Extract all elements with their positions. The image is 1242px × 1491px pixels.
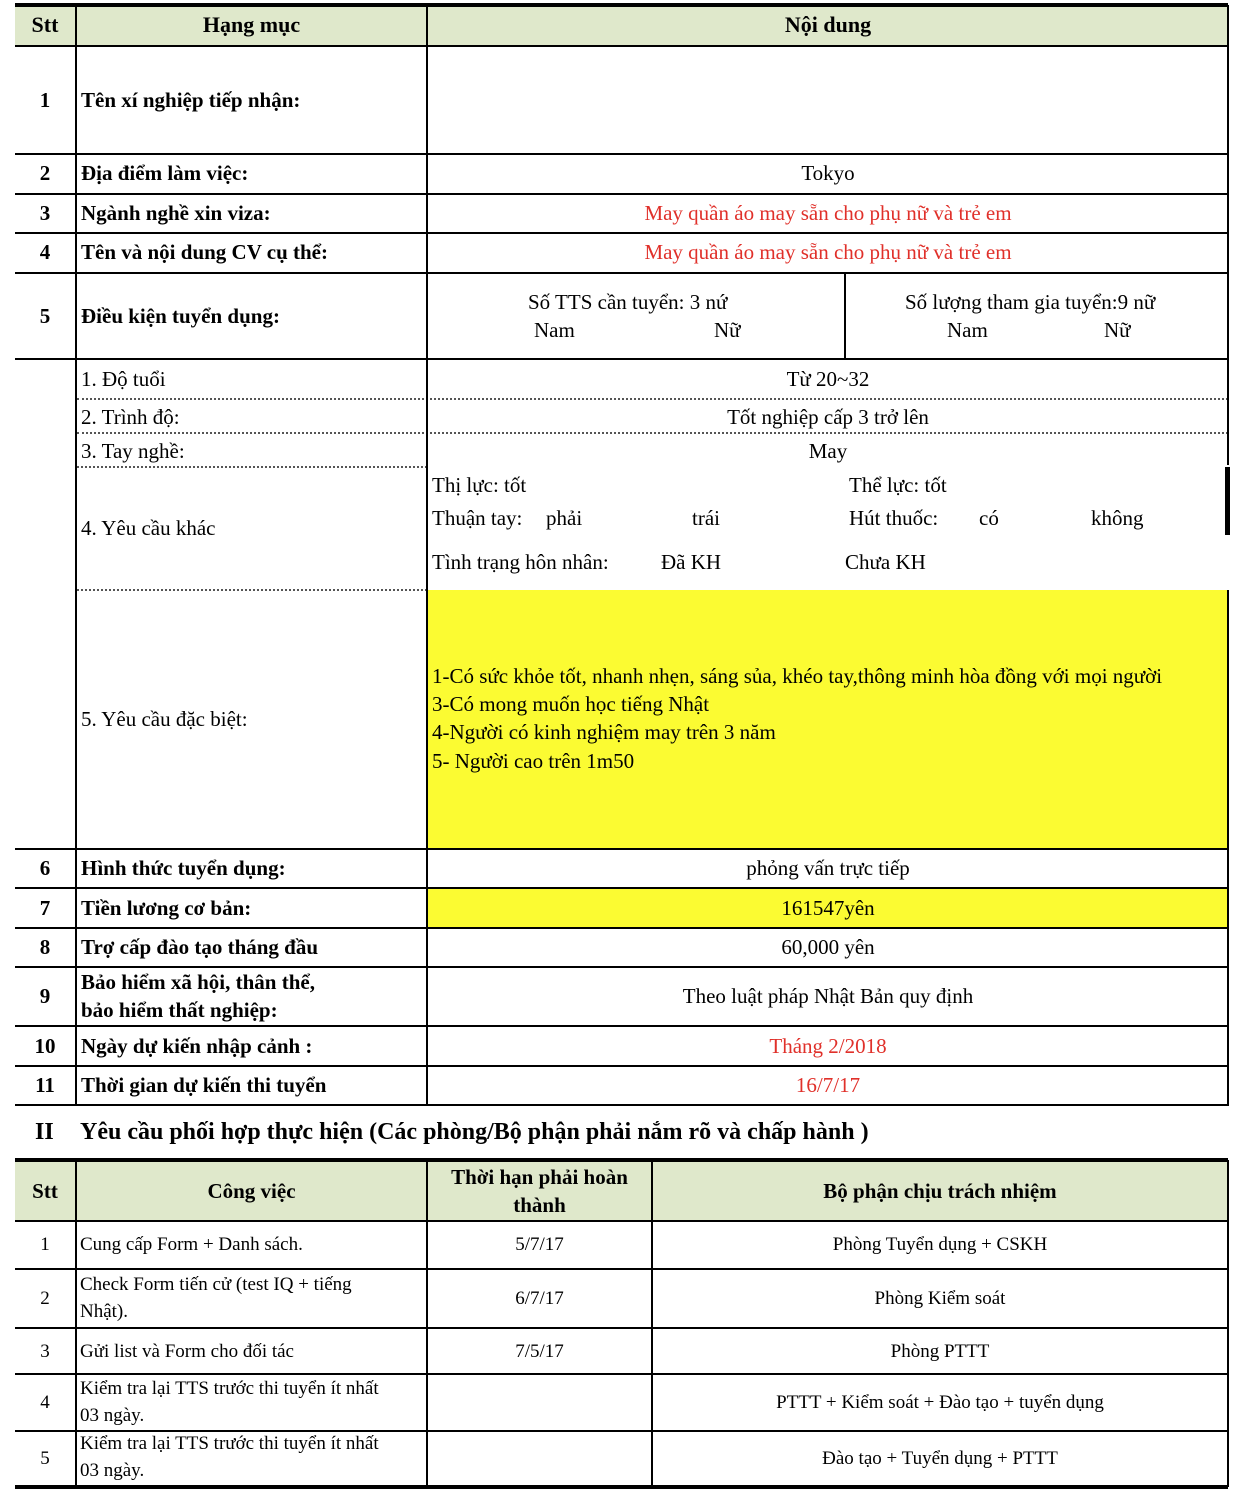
fitness: Thể lực: tốt bbox=[849, 473, 947, 497]
table-row-department: Phòng Tuyển dụng + CSKH bbox=[832, 1234, 1048, 1255]
row-value: Tokyo bbox=[801, 161, 855, 185]
table-row-task: 03 ngày. bbox=[80, 1405, 145, 1426]
marital-label: Tình trạng hôn nhân: bbox=[432, 550, 609, 574]
married: Đã KH bbox=[661, 550, 722, 574]
table-row-deadline: 6/7/17 bbox=[515, 1288, 564, 1309]
special-requirement-item: 4-Người có kinh nghiệm may trên 3 năm bbox=[432, 720, 776, 744]
skill-label: 3. Tay nghề: bbox=[81, 439, 185, 463]
skill-value: May bbox=[808, 439, 848, 463]
education-value: Tốt nghiệp cấp 3 trở lên bbox=[727, 405, 929, 429]
left-hand: trái bbox=[692, 506, 720, 530]
row-stt: 3 bbox=[39, 201, 51, 225]
table-row-task: Cung cấp Form + Danh sách. bbox=[80, 1234, 303, 1255]
table-row-stt: 4 bbox=[40, 1392, 50, 1413]
table-row-department: Đào tạo + Tuyển dụng + PTTT bbox=[822, 1448, 1058, 1469]
row-label: bảo hiểm thất nghiệp: bbox=[81, 998, 278, 1022]
row-stt: 2 bbox=[39, 161, 51, 185]
single: Chưa KH bbox=[845, 550, 926, 574]
row-label: Trợ cấp đào tạo tháng đầu bbox=[81, 935, 319, 959]
header-task: Công việc bbox=[207, 1179, 296, 1203]
row-stt: 8 bbox=[39, 935, 51, 959]
education-label: 2. Trình độ: bbox=[81, 405, 180, 429]
header-deadline: Thời hạn phải hoàn bbox=[451, 1165, 628, 1189]
row-label: Điều kiện tuyển dụng: bbox=[81, 304, 280, 328]
handedness-label: Thuận tay: bbox=[432, 506, 523, 530]
row-stt: 9 bbox=[39, 984, 51, 1008]
table-row-task: Nhật). bbox=[80, 1301, 129, 1322]
row-label: Tên và nội dung CV cụ thể: bbox=[81, 240, 328, 264]
table-row-department: Phòng PTTT bbox=[890, 1341, 990, 1362]
table-row-deadline: 5/7/17 bbox=[515, 1234, 564, 1255]
table-row-deadline: 7/5/17 bbox=[515, 1341, 564, 1362]
header-category: Hạng mục bbox=[202, 12, 301, 37]
row-stt: 11 bbox=[35, 1073, 55, 1097]
row-stt: 1 bbox=[39, 88, 51, 112]
row-value: Theo luật pháp Nhật Bản quy định bbox=[682, 984, 974, 1008]
special-requirements-label: 5. Yêu cầu đặc biệt: bbox=[81, 707, 248, 731]
row-stt: 4 bbox=[39, 240, 51, 264]
row-value: 16/7/17 bbox=[795, 1073, 861, 1097]
row-value: phỏng vấn trực tiếp bbox=[746, 856, 910, 880]
table-row-stt: 2 bbox=[40, 1288, 50, 1309]
table-row-task: Kiểm tra lại TTS trước thi tuyển ít nhất bbox=[80, 1378, 379, 1399]
table-row-department: Phòng Kiểm soát bbox=[874, 1288, 1006, 1309]
table-row-task: Kiểm tra lại TTS trước thi tuyển ít nhất bbox=[80, 1433, 379, 1454]
trainees-needed: Số TTS cần tuyển: 3 nứ bbox=[528, 290, 728, 314]
special-requirement-item: 5- Người cao trên 1m50 bbox=[432, 749, 635, 773]
other-requirements-label: 4. Yêu cầu khác bbox=[81, 516, 216, 540]
special-requirement-item: 3-Có mong muốn học tiếng Nhật bbox=[432, 692, 710, 716]
row-stt: 6 bbox=[39, 856, 51, 880]
row-value: 60,000 yên bbox=[781, 935, 875, 959]
table-row-task: Gửi list và Form cho đối tác bbox=[80, 1341, 294, 1362]
right-hand: phải bbox=[546, 506, 583, 530]
row-stt: 5 bbox=[39, 304, 51, 328]
age-value: Từ 20~32 bbox=[786, 367, 870, 391]
age-label: 1. Độ tuổi bbox=[81, 367, 166, 391]
row-label: Thời gian dự kiến thi tuyển bbox=[81, 1073, 327, 1097]
female-label: Nữ bbox=[714, 318, 741, 342]
row-label: Ngày dự kiến nhập cảnh : bbox=[81, 1034, 313, 1058]
row-label: Bảo hiểm xã hội, thân thể, bbox=[81, 970, 315, 994]
smoking-label: Hút thuốc: bbox=[849, 506, 939, 530]
smoking-no: không bbox=[1091, 506, 1144, 530]
row-label: Ngành nghề xin viza: bbox=[81, 201, 271, 225]
row-label: Tên xí nghiệp tiếp nhận: bbox=[81, 88, 301, 112]
row-value: 161547yên bbox=[781, 896, 875, 920]
row-label: Hình thức tuyển dụng: bbox=[81, 856, 286, 880]
header-deadline: thành bbox=[513, 1193, 566, 1217]
row-value: May quần áo may sẵn cho phụ nữ và trẻ em bbox=[644, 201, 1012, 225]
header-content: Nội dung bbox=[784, 12, 872, 37]
smoking-yes: có bbox=[979, 506, 999, 530]
table-row-task: Check Form tiến cử (test IQ + tiếng bbox=[80, 1274, 352, 1295]
section-number: II bbox=[35, 1119, 54, 1145]
table-row-stt: 3 bbox=[40, 1341, 50, 1362]
table-row-stt: 5 bbox=[40, 1448, 50, 1469]
row-label: Địa điểm làm việc: bbox=[81, 161, 249, 185]
header-stt: Stt bbox=[32, 1179, 58, 1203]
participants-count: Số lượng tham gia tuyển:9 nữ bbox=[905, 290, 1156, 314]
section-title: Yêu cầu phối hợp thực hiện (Các phòng/Bộ phận phải nắm rõ và chấp hành ) bbox=[80, 1119, 869, 1145]
table-row-stt: 1 bbox=[40, 1234, 50, 1255]
vision: Thị lực: tốt bbox=[432, 473, 527, 497]
table-row-task: 03 ngày. bbox=[80, 1460, 145, 1481]
row-stt: 7 bbox=[39, 896, 51, 920]
male-label: Nam bbox=[947, 318, 988, 342]
row-value: Tháng 2/2018 bbox=[769, 1034, 887, 1058]
table-row-department: PTTT + Kiểm soát + Đào tạo + tuyển dụng bbox=[776, 1392, 1104, 1413]
special-requirement-item: 1-Có sức khỏe tốt, nhanh nhẹn, sáng sủa, khéo tay,thông minh hòa đồng với mọi người bbox=[432, 664, 1163, 688]
row-stt: 10 bbox=[34, 1034, 56, 1058]
row-value: May quần áo may sẵn cho phụ nữ và trẻ em bbox=[644, 240, 1012, 264]
female-label: Nữ bbox=[1104, 318, 1131, 342]
header-stt: Stt bbox=[31, 12, 59, 37]
male-label: Nam bbox=[534, 318, 575, 342]
header-department: Bộ phận chịu trách nhiệm bbox=[823, 1179, 1057, 1203]
row-label: Tiền lương cơ bản: bbox=[81, 896, 252, 920]
